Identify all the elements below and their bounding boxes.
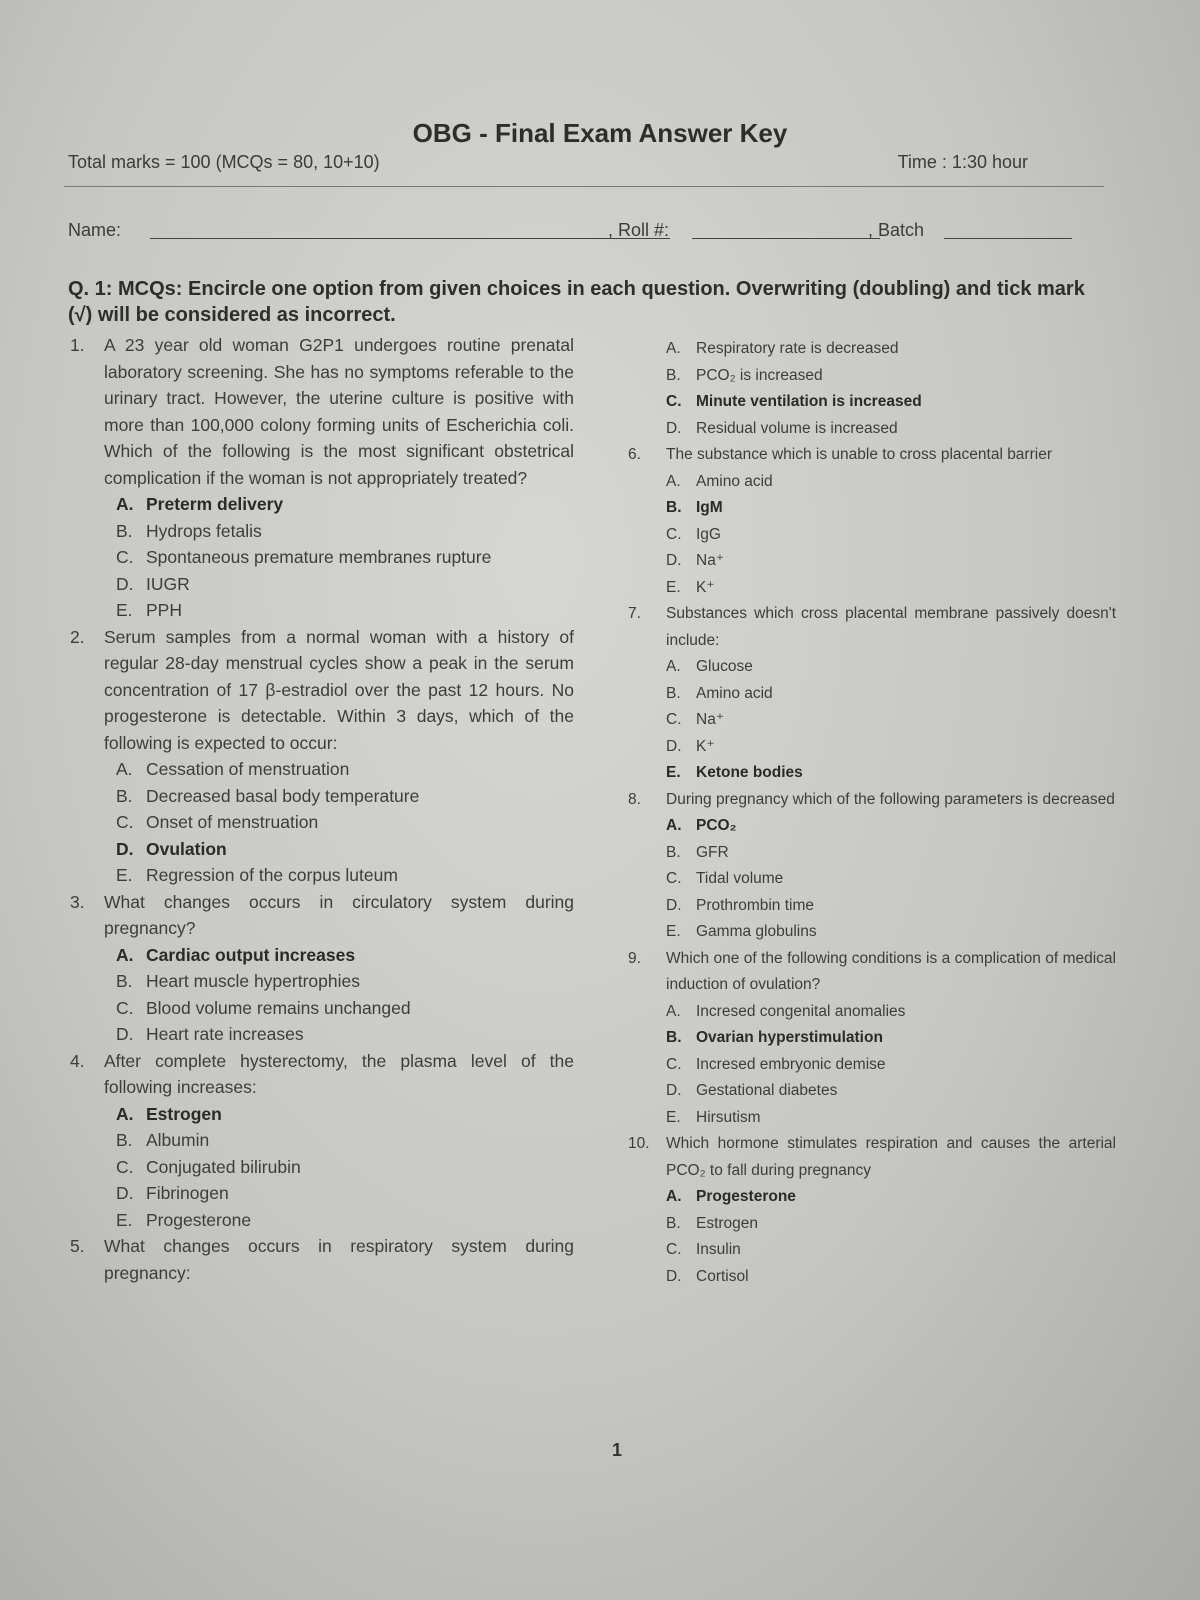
option-letter: A. [666, 340, 681, 357]
option-text: Na⁺ [696, 552, 724, 569]
question-number: 8. [628, 790, 641, 808]
header-divider [64, 186, 1104, 187]
roll-label: , Roll #: [608, 220, 670, 240]
option-text: Gestational diabetes [696, 1082, 838, 1099]
page-number: 1 [612, 1440, 623, 1460]
question-number: 9. [628, 949, 641, 967]
option-letter: B. [666, 1214, 681, 1232]
option-letter: C. [116, 997, 134, 1018]
option-text: Incresed embryonic demise [696, 1055, 886, 1073]
roll-blank [692, 238, 880, 239]
option-letter: D. [116, 1183, 134, 1203]
option-3-3 [64, 995, 574, 1022]
option-3-4 [64, 1021, 574, 1048]
option-text: Progesterone [696, 1188, 796, 1205]
question-8 [628, 787, 1116, 814]
option-letter: D. [666, 737, 682, 755]
option-4-1 [64, 1101, 574, 1128]
option-text: IgG [696, 525, 721, 543]
option-letter: B. [116, 971, 133, 991]
option-text: Prothrombin time [696, 896, 815, 914]
question-number: 5. [70, 1236, 85, 1256]
option-letter: C. [666, 1241, 682, 1258]
question-text: During pregnancy which of the following parameters is decreased [666, 790, 1115, 808]
option-2-1 [64, 756, 574, 783]
left-column [64, 332, 574, 1286]
option-text: Ovarian hyperstimulation [696, 1029, 883, 1046]
option-letter: A. [116, 759, 133, 779]
question-number: 6. [628, 446, 641, 463]
option-text: Minute ventilation is increased [696, 393, 922, 410]
question-number: 10. [628, 1135, 650, 1152]
option-text: IgM [696, 499, 723, 516]
option-1-1 [64, 491, 574, 518]
option-text: Heart muscle hypertrophies [146, 971, 360, 991]
option-text: Amino acid [696, 472, 773, 490]
question-1 [64, 332, 574, 491]
question-4 [64, 1048, 574, 1101]
option-6-1 [636, 469, 1116, 496]
question-number: 3. [70, 891, 85, 912]
option-9-5 [636, 1105, 1116, 1132]
question-9 [628, 946, 1116, 999]
option-8-2 [636, 840, 1116, 867]
option-2-4 [64, 836, 574, 863]
question-5 [64, 1233, 574, 1286]
option-10-4 [636, 1264, 1116, 1291]
question-text: A 23 year old woman G2P1 undergoes routine prenatal laboratory screening. She has no symptoms referable to the urinary tract. However, the uterine culture is positive with more than 100,000 colony forming units of Escherichia coli. Which of the following is the most significant obstetrical complication if the woman is not appropriately treated? [104, 335, 574, 488]
option-3-1 [64, 942, 574, 969]
option-8-3 [636, 866, 1116, 893]
option-9-2 [636, 1025, 1116, 1052]
option-6-5 [636, 575, 1116, 602]
question-6 [628, 442, 1116, 469]
total-marks: Total marks = 100 (MCQs = 80, 10+10) [68, 152, 380, 172]
option-9-1 [636, 999, 1116, 1026]
option-letter: A. [116, 1103, 134, 1124]
name-label: Name: [68, 220, 122, 240]
option-text: Cortisol [696, 1267, 749, 1285]
option-5-2 [636, 363, 1116, 390]
question-text: Substances which cross placental membrane passively doesn't include: [666, 605, 1116, 649]
question-text: Serum samples from a normal woman with a history of regular 28-day menstrual cycles show a peak in the serum concentration of 17 β-estradiol over the past 12 hours. No progesterone is detectable. Within 3 days, which of the following is expected to occur: [104, 626, 574, 753]
option-text: Na⁺ [696, 711, 724, 728]
option-letter: E. [666, 578, 681, 596]
option-letter: D. [116, 573, 134, 594]
question-text: The substance which is unable to cross placental barrier [666, 446, 1052, 463]
option-letter: A. [666, 1188, 682, 1205]
option-letter: A. [666, 817, 682, 834]
option-letter: A. [666, 658, 681, 675]
option-letter: C. [666, 711, 682, 728]
option-9-3 [636, 1052, 1116, 1079]
right-column [628, 336, 1116, 1290]
batch-blank [944, 238, 1072, 239]
option-text: Albumin [146, 1130, 210, 1150]
option-letter: E. [116, 865, 133, 885]
option-3-2 [64, 968, 574, 995]
option-letter: C. [116, 547, 134, 567]
option-text: GFR [696, 843, 729, 861]
meta-row [68, 152, 1028, 173]
option-2-3 [64, 809, 574, 836]
option-10-2 [636, 1211, 1116, 1238]
option-4-5 [64, 1207, 574, 1234]
option-letter: D. [666, 1267, 682, 1285]
question-3 [64, 889, 574, 942]
option-text: Hydrops fetalis [146, 520, 262, 541]
option-letter: E. [116, 1209, 133, 1230]
option-text: Fibrinogen [146, 1183, 229, 1203]
option-text: Amino acid [696, 684, 773, 702]
option-letter: C. [666, 525, 682, 543]
option-text: Onset of menstruation [146, 812, 319, 832]
instruction: Q. 1: MCQs: Encircle one option from given choices in each question. Overwriting (doubling) and tick mark (√) will be considered as incorrect. [68, 278, 1085, 326]
option-6-2 [636, 495, 1116, 522]
question-number: 2. [70, 626, 85, 647]
option-letter: E. [666, 764, 681, 781]
option-text: Gamma globulins [696, 923, 817, 940]
question-text: What changes occurs in respiratory system during pregnancy: [104, 1236, 574, 1283]
question-number: 1. [70, 335, 85, 355]
option-text: Glucose [696, 658, 753, 675]
option-7-1 [636, 654, 1116, 681]
question-10 [628, 1131, 1116, 1184]
option-letter: C. [666, 870, 682, 887]
option-7-4 [636, 734, 1116, 761]
option-1-4 [64, 571, 574, 598]
option-letter: E. [116, 600, 133, 620]
option-text: Estrogen [146, 1103, 222, 1124]
option-text: Blood volume remains unchanged [146, 997, 411, 1018]
option-letter: B. [666, 684, 681, 702]
option-letter: B. [116, 520, 133, 541]
option-text: Insulin [696, 1241, 741, 1258]
option-text: Hirsutism [696, 1108, 761, 1126]
question-number: 4. [70, 1050, 85, 1071]
option-letter: A. [116, 944, 134, 965]
option-text: PPH [146, 600, 182, 620]
option-text: Cessation of menstruation [146, 759, 350, 779]
option-9-4 [636, 1078, 1116, 1105]
option-letter: B. [666, 843, 681, 861]
option-8-1 [636, 813, 1116, 840]
option-2-2 [64, 783, 574, 810]
option-5-4 [636, 416, 1116, 443]
question-text: What changes occurs in circulatory system during pregnancy? [104, 891, 574, 938]
option-8-4 [636, 893, 1116, 920]
question-2 [64, 624, 574, 757]
option-text: Cardiac output increases [146, 944, 356, 965]
option-7-5 [636, 760, 1116, 787]
option-1-5 [64, 597, 574, 624]
option-5-1 [636, 336, 1116, 363]
option-4-2 [64, 1127, 574, 1154]
option-letter: D. [116, 1024, 134, 1044]
option-10-1 [636, 1184, 1116, 1211]
option-text: Tidal volume [696, 870, 784, 887]
option-letter: C. [666, 1055, 682, 1073]
option-4-4 [64, 1180, 574, 1207]
option-text: Ketone bodies [696, 764, 803, 781]
option-text: Conjugated bilirubin [146, 1156, 301, 1177]
question-text: After complete hysterectomy, the plasma level of the following increases: [104, 1050, 574, 1097]
option-letter: D. [666, 1082, 682, 1099]
option-text: Respiratory rate is decreased [696, 340, 899, 357]
option-letter: D. [666, 419, 682, 437]
option-letter: C. [666, 393, 682, 410]
option-letter: C. [116, 1156, 134, 1177]
option-letter: E. [666, 923, 681, 940]
option-text: Preterm delivery [146, 494, 284, 514]
option-8-5 [636, 919, 1116, 946]
option-text: Residual volume is increased [696, 419, 898, 437]
option-1-3 [64, 544, 574, 571]
exam-time: Time : 1:30 hour [897, 152, 1028, 172]
option-text: K⁺ [696, 737, 715, 755]
option-2-5 [64, 862, 574, 889]
question-text: Which hormone stimulates respiration and causes the arterial PCO₂ to fall during pregnancy [666, 1135, 1116, 1179]
option-text: K⁺ [696, 578, 715, 596]
option-text: PCO₂ is increased [696, 366, 823, 384]
name-blank [150, 238, 670, 239]
option-letter: A. [116, 494, 134, 514]
option-text: Ovulation [146, 838, 227, 859]
option-6-4 [636, 548, 1116, 575]
option-text: Incresed congenital anomalies [696, 1002, 906, 1020]
option-text: Spontaneous premature membranes rupture [146, 547, 492, 567]
option-text: Progesterone [146, 1209, 252, 1230]
option-letter: D. [116, 838, 134, 859]
option-letter: A. [666, 472, 681, 490]
option-7-2 [636, 681, 1116, 708]
option-letter: B. [666, 366, 681, 384]
option-6-3 [636, 522, 1116, 549]
option-text: Decreased basal body temperature [146, 785, 420, 806]
option-letter: E. [666, 1108, 681, 1126]
option-text: PCO₂ [696, 817, 737, 834]
option-7-3 [636, 707, 1116, 734]
option-letter: B. [116, 1130, 133, 1150]
option-letter: B. [666, 1029, 682, 1046]
option-1-2 [64, 518, 574, 545]
question-text: Which one of the following conditions is a complication of medical induction of ovulation? [666, 949, 1116, 993]
question-7 [628, 601, 1116, 654]
option-text: IUGR [146, 573, 190, 594]
question-number: 7. [628, 605, 641, 622]
option-letter: C. [116, 812, 134, 832]
page-title: OBG - Final Exam Answer Key [412, 118, 788, 148]
option-letter: B. [666, 499, 682, 516]
option-10-3 [636, 1237, 1116, 1264]
option-text: Regression of the corpus luteum [146, 865, 398, 885]
option-4-3 [64, 1154, 574, 1181]
option-text: Heart rate increases [146, 1024, 304, 1044]
option-letter: B. [116, 785, 133, 806]
option-letter: D. [666, 896, 682, 914]
option-letter: A. [666, 1002, 681, 1020]
option-text: Estrogen [696, 1214, 759, 1232]
option-letter: D. [666, 552, 682, 569]
batch-label: , Batch [868, 220, 925, 240]
option-5-3 [636, 389, 1116, 416]
